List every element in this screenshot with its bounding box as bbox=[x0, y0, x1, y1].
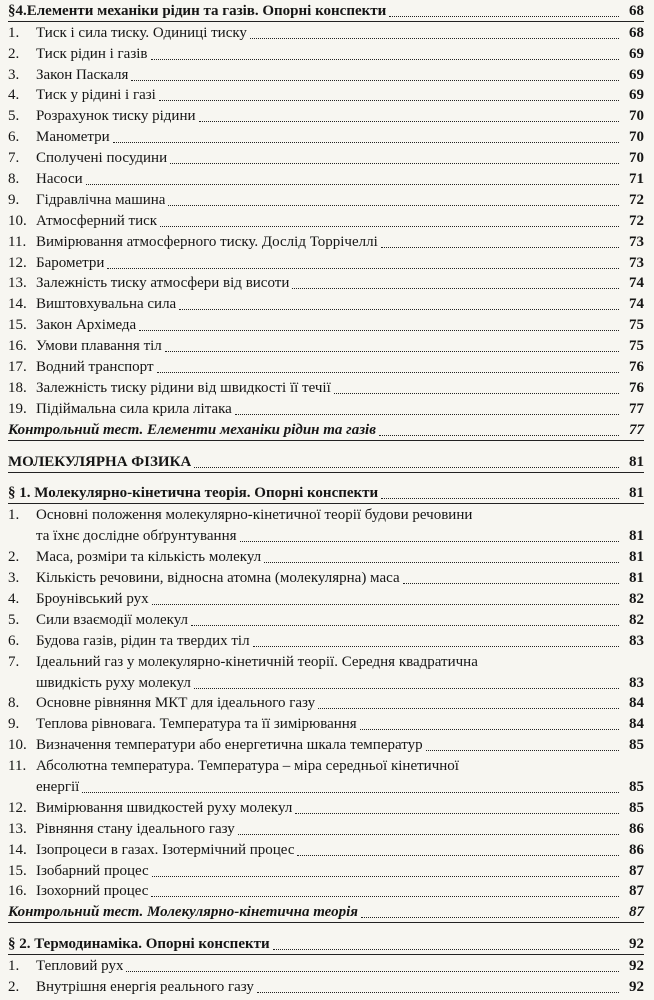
page-number: 72 bbox=[629, 212, 644, 229]
toc-entry bbox=[8, 189, 644, 210]
entry-number: 16. bbox=[8, 338, 27, 355]
entry-title: Визначення температури або енергетична шкала температур bbox=[36, 737, 423, 754]
entry-title: Умови плавання тіл bbox=[36, 338, 162, 355]
entry-title: Насоси bbox=[36, 171, 83, 188]
entry-number: 1. bbox=[8, 958, 20, 975]
entry-title: енергії bbox=[36, 778, 80, 795]
page-number: 86 bbox=[629, 820, 644, 837]
toc-entry bbox=[8, 43, 644, 64]
dot-leader bbox=[157, 371, 619, 373]
page-number: 87 bbox=[629, 883, 644, 900]
entry-number: 10. bbox=[8, 737, 27, 754]
entry-title: Ізопроцеси в газах. Ізотермічний процес bbox=[36, 841, 295, 858]
section-header bbox=[8, 933, 644, 955]
page-number: 69 bbox=[629, 87, 644, 104]
toc-entry bbox=[8, 776, 644, 797]
entry-title: та їхнє дослідне обґрунтування bbox=[36, 528, 237, 545]
entry-title: Основне рівняння МКТ для ідеального газу bbox=[36, 695, 316, 712]
entry-number: 2. bbox=[8, 45, 20, 62]
toc-entry bbox=[8, 546, 644, 567]
entry-number: 16. bbox=[8, 883, 27, 900]
entry-title: Ізобарний процес bbox=[36, 862, 149, 879]
entry-title: МОЛЕКУЛЯРНА ФІЗИКА bbox=[8, 453, 192, 470]
entry-title: Водний транспорт bbox=[36, 359, 154, 376]
page-number: 82 bbox=[629, 590, 644, 607]
part-header bbox=[8, 451, 644, 473]
entry-number: 12. bbox=[8, 799, 27, 816]
page-number: 81 bbox=[629, 485, 644, 502]
page-number: 84 bbox=[629, 695, 644, 712]
entry-number: 18. bbox=[8, 379, 27, 396]
dot-leader bbox=[199, 120, 620, 122]
toc-entry bbox=[8, 252, 644, 273]
toc-entry bbox=[8, 693, 644, 714]
dot-leader bbox=[191, 624, 619, 626]
entry-number: 15. bbox=[8, 317, 27, 334]
entry-title: Вимірювання швидкостей руху молекул bbox=[36, 799, 293, 816]
dot-leader bbox=[403, 582, 619, 584]
dot-leader bbox=[292, 287, 619, 289]
dot-leader bbox=[82, 791, 619, 793]
page-number: 76 bbox=[629, 379, 644, 396]
dot-leader bbox=[426, 749, 619, 751]
dot-leader bbox=[238, 833, 619, 835]
page-number: 84 bbox=[629, 716, 644, 733]
dot-leader bbox=[389, 15, 619, 17]
toc-entry bbox=[8, 126, 644, 147]
entry-title: § 2. Термодинаміка. Опорні конспекти bbox=[8, 936, 270, 953]
dot-leader bbox=[113, 141, 619, 143]
toc-entry bbox=[8, 293, 644, 314]
entry-number: 19. bbox=[8, 400, 27, 417]
page-number: 73 bbox=[629, 254, 644, 271]
toc-entry-line bbox=[8, 504, 644, 525]
toc-entry bbox=[8, 818, 644, 839]
dot-leader bbox=[107, 267, 619, 269]
page-number: 75 bbox=[629, 338, 644, 355]
dot-leader bbox=[126, 970, 619, 972]
entry-title: Сили взаємодії молекул bbox=[36, 611, 189, 628]
page-number: 81 bbox=[629, 549, 644, 566]
dot-leader bbox=[257, 991, 619, 993]
entry-number: 14. bbox=[8, 296, 27, 313]
entry-title: Закон Паскаля bbox=[36, 66, 129, 83]
dot-leader bbox=[170, 162, 619, 164]
entry-title: Ідеальний газ у молекулярно-кінетичній теорії. Середня квадратична bbox=[36, 653, 478, 670]
page-number: 69 bbox=[629, 45, 644, 62]
entry-number: 9. bbox=[8, 191, 20, 208]
dot-leader bbox=[179, 308, 619, 310]
entry-title: Атмосферний тиск bbox=[36, 212, 158, 229]
entry-title: §4.Елементи механіки рідин та газів. Опорні конспекти bbox=[8, 2, 387, 19]
toc-entry bbox=[8, 105, 644, 126]
dot-leader bbox=[151, 895, 619, 897]
dot-leader bbox=[131, 79, 619, 81]
dot-leader bbox=[318, 707, 619, 709]
toc-entry-line bbox=[8, 651, 644, 672]
page-number: 92 bbox=[629, 958, 644, 975]
dot-leader bbox=[168, 204, 619, 206]
toc-entry bbox=[8, 588, 644, 609]
page-number: 83 bbox=[629, 674, 644, 691]
page-number: 68 bbox=[629, 2, 644, 19]
toc-entry bbox=[8, 881, 644, 902]
entry-title: Вимірювання атмосферного тиску. Дослід Торрічеллі bbox=[36, 233, 378, 250]
entry-number: 3. bbox=[8, 66, 20, 83]
dot-leader bbox=[194, 466, 619, 468]
dot-leader bbox=[240, 540, 620, 542]
page-number: 69 bbox=[629, 66, 644, 83]
entry-title: Залежність тиску атмосфери від висоти bbox=[36, 275, 290, 292]
entry-number: 13. bbox=[8, 820, 27, 837]
toc-entry bbox=[8, 797, 644, 818]
toc-entry bbox=[8, 839, 644, 860]
toc-entry bbox=[8, 860, 644, 881]
page-number: 87 bbox=[629, 862, 644, 879]
dot-leader bbox=[361, 916, 619, 918]
dot-leader bbox=[194, 687, 619, 689]
dot-leader bbox=[273, 948, 619, 950]
page-number: 77 bbox=[629, 400, 644, 417]
page-number: 81 bbox=[629, 570, 644, 587]
toc-entry bbox=[8, 168, 644, 189]
page-number: 85 bbox=[629, 737, 644, 754]
page-number: 68 bbox=[629, 24, 644, 41]
dot-leader bbox=[159, 99, 619, 101]
entry-title: Тиск рідин і газів bbox=[36, 45, 148, 62]
entry-number: 10. bbox=[8, 212, 27, 229]
dot-leader bbox=[297, 854, 619, 856]
page-number: 83 bbox=[629, 632, 644, 649]
section-gap bbox=[8, 441, 644, 451]
control-test-entry bbox=[8, 419, 644, 441]
entry-title: Будова газів, рідин та твердих тіл bbox=[36, 632, 250, 649]
entry-number: 1. bbox=[8, 507, 20, 524]
entry-title: Броунівський рух bbox=[36, 590, 149, 607]
toc-entry bbox=[8, 955, 644, 976]
entry-number: 14. bbox=[8, 841, 27, 858]
entry-title: Внутрішня енергія реального газу bbox=[36, 978, 254, 995]
entry-number: 5. bbox=[8, 108, 20, 125]
toc-entry bbox=[8, 630, 644, 651]
entry-title: Барометри bbox=[36, 254, 105, 271]
entry-title: Маса, розміри та кількість молекул bbox=[36, 549, 262, 566]
page-number: 77 bbox=[629, 421, 644, 438]
entry-title: Кількість речовини, відносна атомна (молекулярна) маса bbox=[36, 570, 400, 587]
dot-leader bbox=[250, 37, 619, 39]
toc-entry bbox=[8, 335, 644, 356]
dot-leader bbox=[86, 183, 619, 185]
entry-title: Сполучені посудини bbox=[36, 150, 168, 167]
page-number: 74 bbox=[629, 275, 644, 292]
entry-number: 8. bbox=[8, 695, 20, 712]
page-number: 86 bbox=[629, 841, 644, 858]
entry-number: 13. bbox=[8, 275, 27, 292]
toc-entry bbox=[8, 609, 644, 630]
page-number: 70 bbox=[629, 150, 644, 167]
entry-title: Основні положення молекулярно-кінетичної теорії будови речовини bbox=[36, 507, 473, 524]
entry-title: Манометри bbox=[36, 129, 110, 146]
dot-leader bbox=[264, 561, 619, 563]
entry-title: Контрольний тест. Елементи механіки рідин та газів bbox=[8, 421, 376, 438]
entry-title: швидкість руху молекул bbox=[36, 674, 191, 691]
toc-entry bbox=[8, 314, 644, 335]
dot-leader bbox=[360, 728, 619, 730]
entry-title: Гідравлічна машина bbox=[36, 191, 166, 208]
toc-entry bbox=[8, 713, 644, 734]
page-number: 87 bbox=[629, 904, 644, 921]
page-number: 85 bbox=[629, 799, 644, 816]
toc-entry bbox=[8, 147, 644, 168]
dot-leader bbox=[165, 350, 619, 352]
entry-number: 7. bbox=[8, 150, 20, 167]
toc-entry bbox=[8, 398, 644, 419]
page-number: 81 bbox=[629, 453, 644, 470]
page-number: 73 bbox=[629, 233, 644, 250]
entry-title: § 1. Молекулярно-кінетична теорія. Опорні конспекти bbox=[8, 485, 379, 502]
entry-title: Виштовхувальна сила bbox=[36, 296, 177, 313]
toc-entry bbox=[8, 273, 644, 294]
dot-leader bbox=[334, 392, 619, 394]
entry-title: Абсолютна температура. Температура – міра середньої кінетичної bbox=[36, 758, 459, 775]
entry-number: 6. bbox=[8, 129, 20, 146]
entry-number: 1. bbox=[8, 24, 20, 41]
entry-number: 11. bbox=[8, 233, 27, 250]
entry-title: Контрольний тест. Молекулярно-кінетична теорія bbox=[8, 904, 359, 921]
entry-number: 12. bbox=[8, 254, 27, 271]
entry-number: 3. bbox=[8, 570, 20, 587]
entry-title: Рівняння стану ідеального газу bbox=[36, 820, 235, 837]
entry-number: 4. bbox=[8, 87, 20, 104]
dot-leader bbox=[152, 875, 619, 877]
toc-entry bbox=[8, 976, 644, 997]
page-number: 82 bbox=[629, 611, 644, 628]
entry-number: 9. bbox=[8, 716, 20, 733]
entry-title: Закон Архімеда bbox=[36, 317, 137, 334]
entry-number: 6. bbox=[8, 632, 20, 649]
page-number: 70 bbox=[629, 129, 644, 146]
section-gap bbox=[8, 473, 644, 483]
entry-number: 8. bbox=[8, 171, 20, 188]
page-number: 81 bbox=[629, 528, 644, 545]
dot-leader bbox=[381, 497, 619, 499]
entry-title: Тиск у рідині і газі bbox=[36, 87, 156, 104]
entry-number: 17. bbox=[8, 359, 27, 376]
toc-entry bbox=[8, 356, 644, 377]
toc-entry bbox=[8, 734, 644, 755]
page-number: 85 bbox=[629, 778, 644, 795]
toc-entry bbox=[8, 567, 644, 588]
page-number: 92 bbox=[629, 936, 644, 953]
entry-number: 7. bbox=[8, 653, 20, 670]
control-test-entry bbox=[8, 901, 644, 923]
toc-entry bbox=[8, 525, 644, 546]
page-number: 70 bbox=[629, 108, 644, 125]
dot-leader bbox=[381, 246, 619, 248]
section-gap bbox=[8, 923, 644, 933]
page-number: 74 bbox=[629, 296, 644, 313]
entry-title: Підіймальна сила крила літака bbox=[36, 400, 232, 417]
entry-number: 2. bbox=[8, 549, 20, 566]
entry-number: 2. bbox=[8, 978, 20, 995]
entry-title: Ізохорний процес bbox=[36, 883, 149, 900]
entry-title: Тепловий рух bbox=[36, 958, 124, 975]
page-number: 76 bbox=[629, 359, 644, 376]
page-number: 75 bbox=[629, 317, 644, 334]
entry-title: Теплова рівновага. Температура та її зимірювання bbox=[36, 716, 357, 733]
entry-number: 4. bbox=[8, 590, 20, 607]
toc-entry-line bbox=[8, 755, 644, 776]
toc-entry bbox=[8, 210, 644, 231]
toc-entry bbox=[8, 85, 644, 106]
entry-title: Розрахунок тиску рідини bbox=[36, 108, 196, 125]
toc-entry bbox=[8, 672, 644, 693]
dot-leader bbox=[151, 58, 619, 60]
page-number: 71 bbox=[629, 171, 644, 188]
dot-leader bbox=[152, 603, 619, 605]
page-number: 92 bbox=[629, 978, 644, 995]
dot-leader bbox=[160, 225, 619, 227]
toc-entry bbox=[8, 64, 644, 85]
entry-number: 11. bbox=[8, 758, 27, 775]
dot-leader bbox=[295, 812, 619, 814]
dot-leader bbox=[379, 434, 619, 436]
toc-entry bbox=[8, 22, 644, 43]
dot-leader bbox=[139, 329, 619, 331]
section-header bbox=[8, 483, 644, 505]
entry-number: 15. bbox=[8, 862, 27, 879]
entry-title: Тиск і сила тиску. Одиниці тиску bbox=[36, 24, 247, 41]
entry-title: Залежність тиску рідини від швидкості її течії bbox=[36, 379, 331, 396]
dot-leader bbox=[235, 413, 619, 415]
entry-number: 5. bbox=[8, 611, 20, 628]
dot-leader bbox=[253, 645, 619, 647]
toc-entry bbox=[8, 231, 644, 252]
section-header bbox=[8, 0, 644, 22]
toc-entry bbox=[8, 377, 644, 398]
page-number: 72 bbox=[629, 191, 644, 208]
